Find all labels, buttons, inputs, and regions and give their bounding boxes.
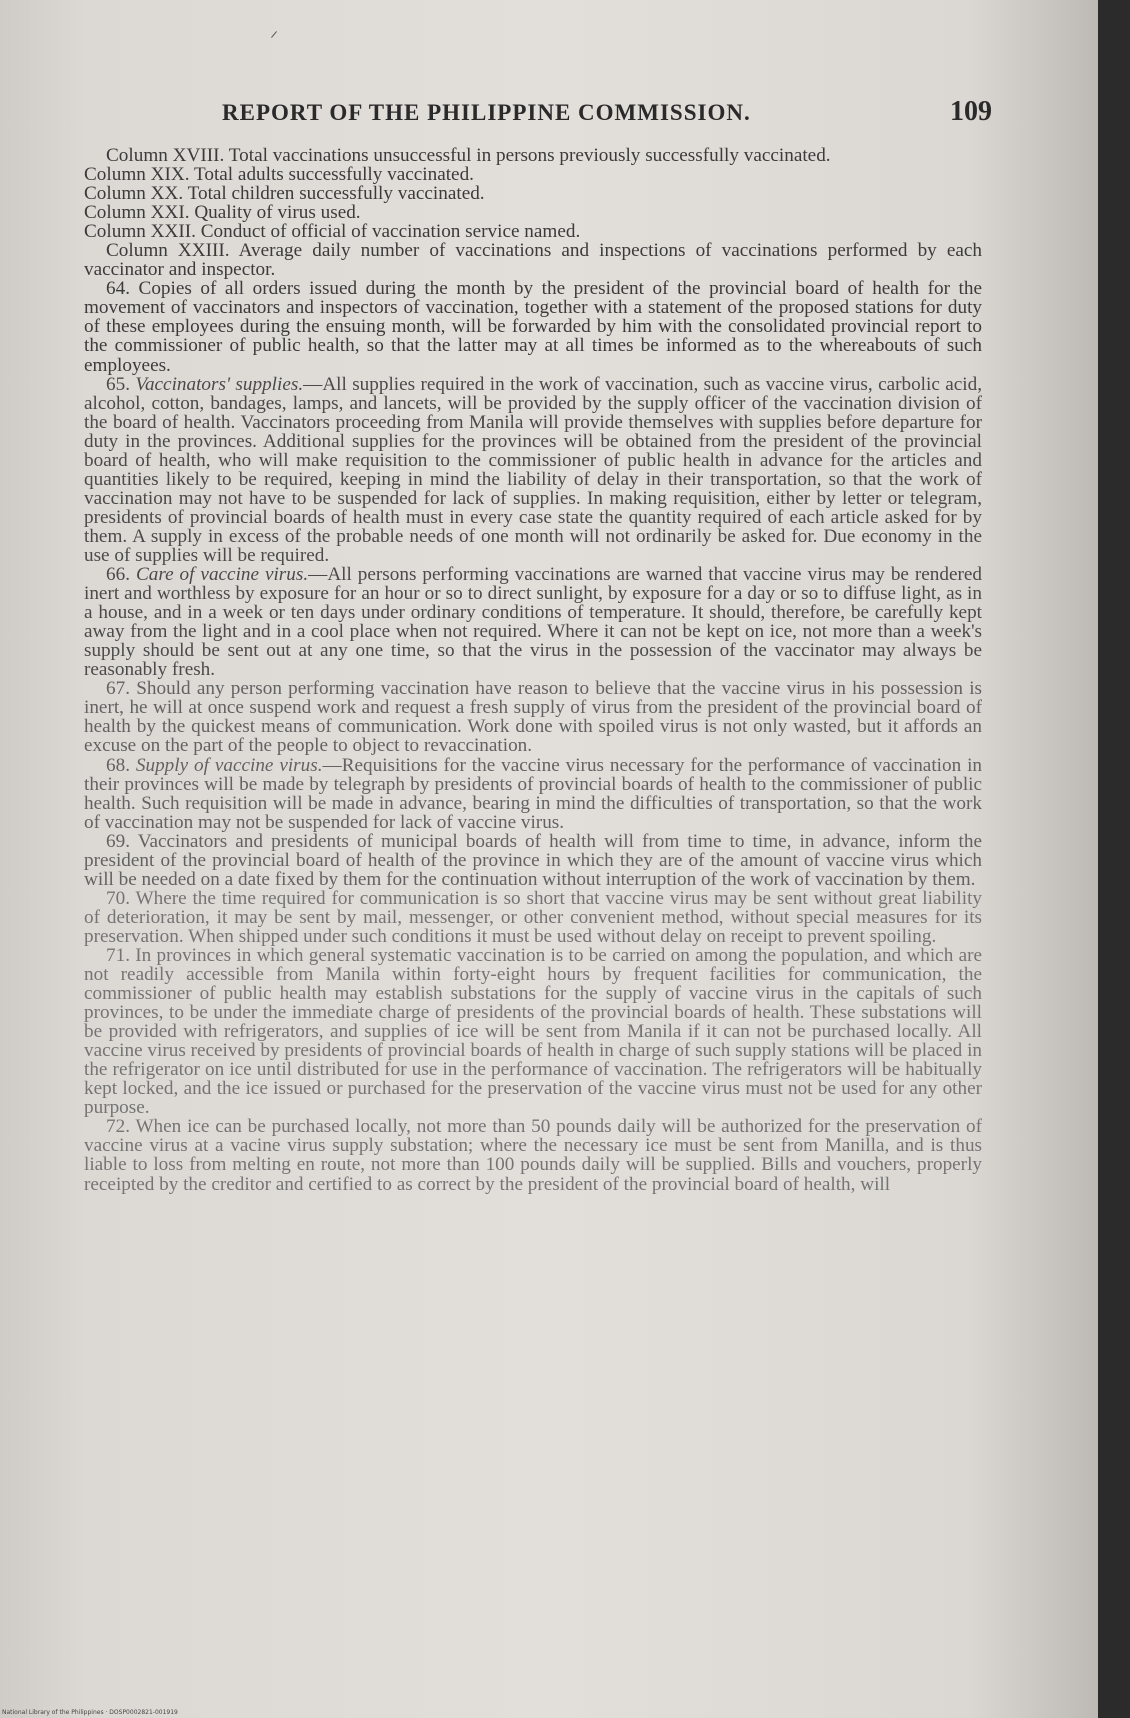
column-xxiii-entry: Column XXIII. Average daily number of vaccinations and inspections of vaccinations performed by each vaccinator and inspector.	[84, 240, 982, 281]
paragraph-66-body: —All persons performing vaccinations are warned that vaccine virus may be rendered inert and worthless by exposure for an hour or so to direct sunlight, by exposure for a day or so to diffuse light, as in a house, and in a week or ten days under ordinary conditions of temperature. It should, therefore, be carefully kept away from the light and in a cool place when not required. Where it can not be kept on ice, not more than a week's supply should be sent out at any one time, so that the virus in the possession of the vaccinator may always be reasonably fresh.	[84, 564, 982, 681]
paragraph-68-body: —Requisitions for the vaccine virus necessary for the performance of vaccination in their provinces will be made by telegraph by presidents of provincial boards of health to the commissioner of public health. Such requisition will be made in advance, bearing in mind the difficulties of transportation, so that the work of vaccination may not be suspended for lack of vaccine virus.	[84, 754, 982, 833]
paragraph-66-number: 66.	[106, 564, 130, 586]
paragraph-64: 64. Copies of all orders issued during the month by the president of the provincial board of health for the movement of vaccinators and inspectors of vaccination, together with a statement of the proposed stations for duty of these employees during the ensuing month, will be forwarded by him with the consolidated provincial report to the commissioner of public health, so that the latter may at all times be informed as to the whereabouts of such employees.	[84, 278, 982, 376]
paragraph-65-title: Vaccinators' supplies.	[135, 373, 304, 395]
column-xviii-entry: Column XVIII. Total vaccinations unsuccessful in persons previously successfully vaccinated.	[106, 146, 831, 166]
paragraph-68	[84, 756, 982, 832]
paragraph-66	[84, 565, 982, 679]
archive-stamp: National Library of the Philippines · DOSP0002821-001919	[2, 1709, 178, 1716]
paragraph-66-title: Care of vaccine virus.	[135, 564, 309, 586]
page-header	[222, 96, 992, 136]
page-number: 109	[950, 96, 992, 127]
column-xxi-entry: Column XXI. Quality of virus used.	[84, 202, 361, 224]
paragraph-70: 70. Where the time required for communication is so short that vaccine virus may be sent without great liability of deterioration, it may be sent by mail, messenger, or other convenient method, without special measures for its preservation. When shipped under such conditions it must be used without delay on receipt to prevent spoiling.	[84, 887, 982, 947]
paragraph-68-number: 68.	[106, 754, 130, 776]
paragraph-68-title: Supply of vaccine virus.	[135, 754, 323, 776]
paragraph-65	[84, 375, 982, 565]
paragraph-71: 71. In provinces in which general systematic vaccination is to be carried on among the population, and which are not readily accessible from Manila within forty-eight hours by frequent facilities for communication, the commissioner of public health may establish substations for the supply of vaccine virus in the capitals of such provinces, to be under the immediate charge of presidents of the provincial boards of health. These substations will be provided with refrigerators, and supplies of ice will be sent from Manila if it can not be purchased locally. All vaccine virus received by presidents of provincial boards of health in charge of such supply stations will be placed in the refrigerator on ice until distributed for use in the performance of vaccination. The refrigerators will be habitually kept locked, and the ice issued or purchased for the preservation of the vaccine virus must not be used for any other purpose.	[84, 944, 982, 1119]
paragraph-69: 69. Vaccinators and presidents of municipal boards of health will from time to time, in advance, inform the president of the provincial board of health of the province in which they are of the amount of vaccine virus which will be needed on a date fixed by them for the continuation without interruption of the work of vaccination by them.	[84, 830, 982, 890]
body-text	[84, 146, 982, 1701]
scan-speck	[271, 31, 277, 38]
column-xxii-entry: Column XXII. Conduct of official of vaccination service named.	[84, 221, 581, 243]
paragraph-67: 67. Should any person performing vaccination have reason to believe that the vaccine virus in his possession is inert, he will at once suspend work and request a fresh supply of virus from the president of the provincial board of health by the quickest means of communication. Work done with spoiled virus is not only wasted, but it affords an excuse on the part of the people to object to revaccination.	[84, 678, 982, 757]
column-xx-entry: Column XX. Total children successfully vaccinated.	[84, 183, 485, 205]
paragraph-72: 72. When ice can be purchased locally, not more than 50 pounds daily will be authorized for the preservation of vaccine virus at a vacine virus supply substation; where the necessary ice must be sent from Manilla, and is thus liable to loss from melting en route, not more than 100 pounds daily will be supplied. Bills and vouchers, properly receipted by the creditor and certified to as correct by the president of the provincial board of health, will	[84, 1116, 982, 1195]
column-xix-entry: Column XIX. Total adults successfully vaccinated.	[84, 164, 474, 186]
paragraph-65-body: —All supplies required in the work of vaccination, such as vaccine virus, carbolic acid, alcohol, cotton, bandages, lamps, and lancets, will be provided by the supply officer of the vaccination division of the board of health. Vaccinators proceeding from Manila will provide themselves with supplies before departure for duty in the provinces. Additional supplies for the provinces will be obtained from the president of the provincial board of health, who will make requisition to the commissioner of public health in advance for the articles and quantities likely to be required, keeping in mind the liability of delay in their transportation, so that the work of vaccination may not have to be suspended for lack of supplies. In making requisition, either by letter or telegram, presidents of provincial boards of health must in every case state the quantity required of each article asked for by them. A supply in excess of the probable needs of one month will not ordinarily be asked for. Due economy in the use of supplies will be required.	[84, 373, 982, 566]
paragraph-65-number: 65.	[106, 373, 130, 395]
running-title: REPORT OF THE PHILIPPINE COMMISSION.	[222, 100, 751, 125]
